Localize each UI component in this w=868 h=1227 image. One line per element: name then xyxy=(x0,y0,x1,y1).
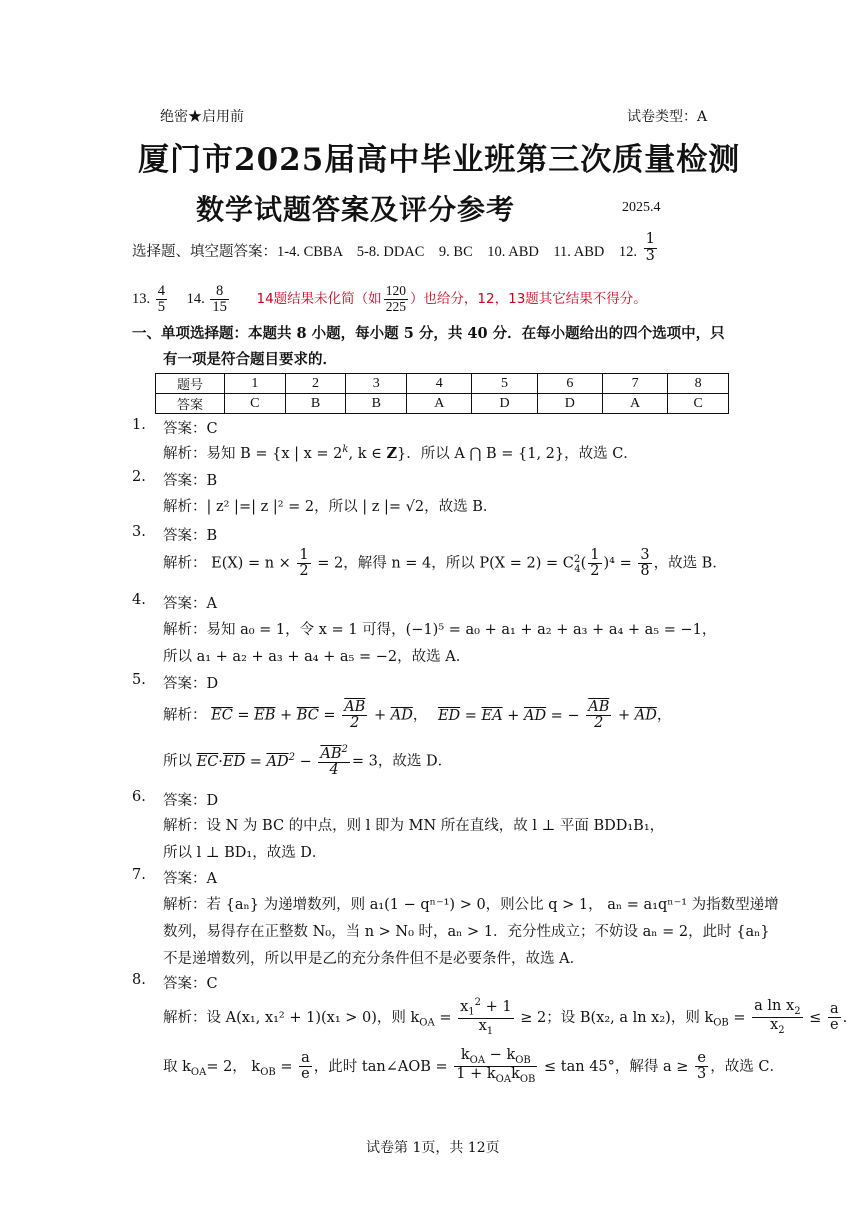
q8-explanation: 解析：设 A(x₁, x₁² + 1)(x₁ > 0)，则 $k_{OA}$ = $\frac{x_1^2 + 1}{x_1}$ ≥ 2；设 B(x₂, a ln x₂)，则 $k_{OB}$ = $\frac{a \ln x_2}{x_2}$ ≤ $\frac{a}{e}$ . xyxy=(163,997,848,1038)
page-subtitle: 数学试题答案及评分参考 xyxy=(196,193,516,226)
answers-summary-line-2: 13. $\frac{4}{5}$ 14. $\frac{8}{15}$ 14题结果未化简（如 $\frac{120}{225}$ ）也给分，12，13题其它结果不得分。 xyxy=(132,283,647,316)
table-row xyxy=(156,394,729,414)
q2-explanation: 解析：| z² |=| z |² = 2，所以 | z |= √2，故选 B． xyxy=(163,499,498,515)
table-cell: D xyxy=(472,394,537,414)
q14-answer: $\frac{8}{15}$ xyxy=(212,283,227,316)
q8-answer: 答案：C xyxy=(163,976,218,992)
table-cell: 3 xyxy=(346,374,407,394)
q7-explanation-3: 不是递增数列，所以甲是乙的充分条件但不是必要条件，故选 A． xyxy=(163,951,585,967)
q5-number: 5. xyxy=(132,672,146,688)
q1-answer: 答案：C xyxy=(163,421,218,437)
confidential-label: 绝密★启用前 xyxy=(160,109,244,125)
table-header-cell: 题号 xyxy=(156,374,225,394)
table-cell: B xyxy=(346,394,407,414)
q6-explanation: 解析：设 N 为 BC 的中点，则 l 即为 MN 所在直线，故 l ⊥ 平面 BDD₁B₁， xyxy=(163,818,665,834)
table-cell: B xyxy=(285,394,346,414)
exam-date: 2025.4 xyxy=(622,200,661,215)
answers-summary-prefix: 选择题、填空题答案： xyxy=(132,244,277,260)
table-cell: C xyxy=(668,394,729,414)
q12-answer: $\frac{1}{3}$ xyxy=(645,231,655,264)
q2-number: 2. xyxy=(132,469,146,485)
q6-explanation-2: 所以 l ⊥ BD₁，故选 D． xyxy=(163,845,327,861)
q8-explanation-2: 取 $k_{OA}= 2$， $k_{OB}$ = $\frac{a}{e}$ ，此时 tan∠AOB = $\frac{k_{OA} - k_{OB}}{1 + k_{OA}k_{OB}}$ ≤ tan 45°，解得 a ≥ $\frac{e}{3}$ ，故选 C． xyxy=(163,1047,784,1086)
table-cell: 6 xyxy=(537,374,602,394)
q3-explanation: 解析： E(X) = n × $\frac{1}{2}$ = 2，解得 n = 4，所以 $P(X = 2) = C^2_4$( $\frac{1}{2}$ )⁴ = $\frac{3}{8}$ ，故选 B． xyxy=(163,547,727,580)
table-cell: 7 xyxy=(602,374,667,394)
q7-explanation-2: 数列，易得存在正整数 N₀，当 n > N₀ 时，aₙ > 1．充分性成立；不妨设 aₙ = 2，此时 {aₙ} xyxy=(163,924,770,940)
q5-answer: 答案：D xyxy=(163,676,219,692)
q1-explanation: 解析：易知 B = {x | $x = 2^k$, k ∈ Z}．所以 A ⋂ B = {1, 2}，故选 C． xyxy=(163,444,638,462)
q4-answer: 答案：A xyxy=(163,596,217,612)
table-cell: 8 xyxy=(668,374,729,394)
section-heading: 一、单项选择题：本题共 8 小题，每小题 5 分，共 40 分．在每小题给出的四个选项中，只 xyxy=(132,325,725,342)
table-cell: A xyxy=(602,394,667,414)
table-cell: 5 xyxy=(472,374,537,394)
q4-explanation-2: 所以 a₁ + a₂ + a₃ + a₄ + a₅ = −2，故选 A． xyxy=(163,649,471,665)
q3-answer: 答案：B xyxy=(163,528,218,544)
q13-answer: $\frac{4}{5}$ xyxy=(157,283,165,316)
table-row xyxy=(156,374,729,394)
q5-explanation-2: 所以 $\overline{EC}\cdot\overline{ED} = \overline{AD}^2$ − $\frac{\overline{AB}^2}{4}$ = 3，故选 D． xyxy=(163,744,453,779)
q1-number: 1. xyxy=(132,417,146,433)
q4-explanation: 解析：易知 a₀ = 1，令 x = 1 可得，(−1)⁵ = a₀ + a₁ + a₂ + a₃ + a₄ + a₅ = −1， xyxy=(163,622,717,638)
page-footer: 试卷第 1页，共 12页 xyxy=(366,1140,500,1156)
q6-number: 6. xyxy=(132,789,146,805)
q4-number: 4. xyxy=(132,592,146,608)
q5-explanation: 解析： $\overline{EC} = \overline{EB} + \overline{BC}$ = $\frac{\overline{AB}}{2}$ + $\overline{AD}$， $\overline{ED} = \overline{EA} + \overline{AD}$ = − $\frac{\overline{AB}}{2}$ + $\overline{AD}$， xyxy=(163,699,672,732)
page-title: 厦门市2025届高中毕业班第三次质量检测 xyxy=(138,142,741,178)
q7-number: 7. xyxy=(132,867,146,883)
table-cell: A xyxy=(407,394,472,414)
table-header-cell: 答案 xyxy=(156,394,225,414)
table-cell: 4 xyxy=(407,374,472,394)
q2-answer: 答案：B xyxy=(163,473,218,489)
answer-table xyxy=(155,373,729,414)
q7-explanation: 解析：若 {aₙ} 为递增数列，则 a₁(1 − qⁿ⁻¹) > 0，则公比 q > 1， aₙ = a₁qⁿ⁻¹ 为指数型递增 xyxy=(163,897,779,913)
answers-summary-items: 1-4. CBBA 5-8. DDAC 9. BC 10. ABD 11. ABD 12. xyxy=(277,244,637,260)
answers-summary-line xyxy=(132,231,659,264)
table-cell: D xyxy=(537,394,602,414)
q8-number: 8. xyxy=(132,972,146,988)
grading-note: 14题结果未化简（如 $\frac{120}{225}$ ）也给分，12，13题其它结果不得分。 xyxy=(256,283,647,314)
table-cell: 1 xyxy=(225,374,286,394)
q6-answer: 答案：D xyxy=(163,793,219,809)
q7-answer: 答案：A xyxy=(163,871,217,887)
paper-type-label: 试卷类型：A xyxy=(627,109,708,125)
table-cell: 2 xyxy=(285,374,346,394)
table-cell: C xyxy=(225,394,286,414)
section-heading-cont: 有一项是符合题目要求的． xyxy=(163,351,337,368)
q3-number: 3. xyxy=(132,524,146,540)
